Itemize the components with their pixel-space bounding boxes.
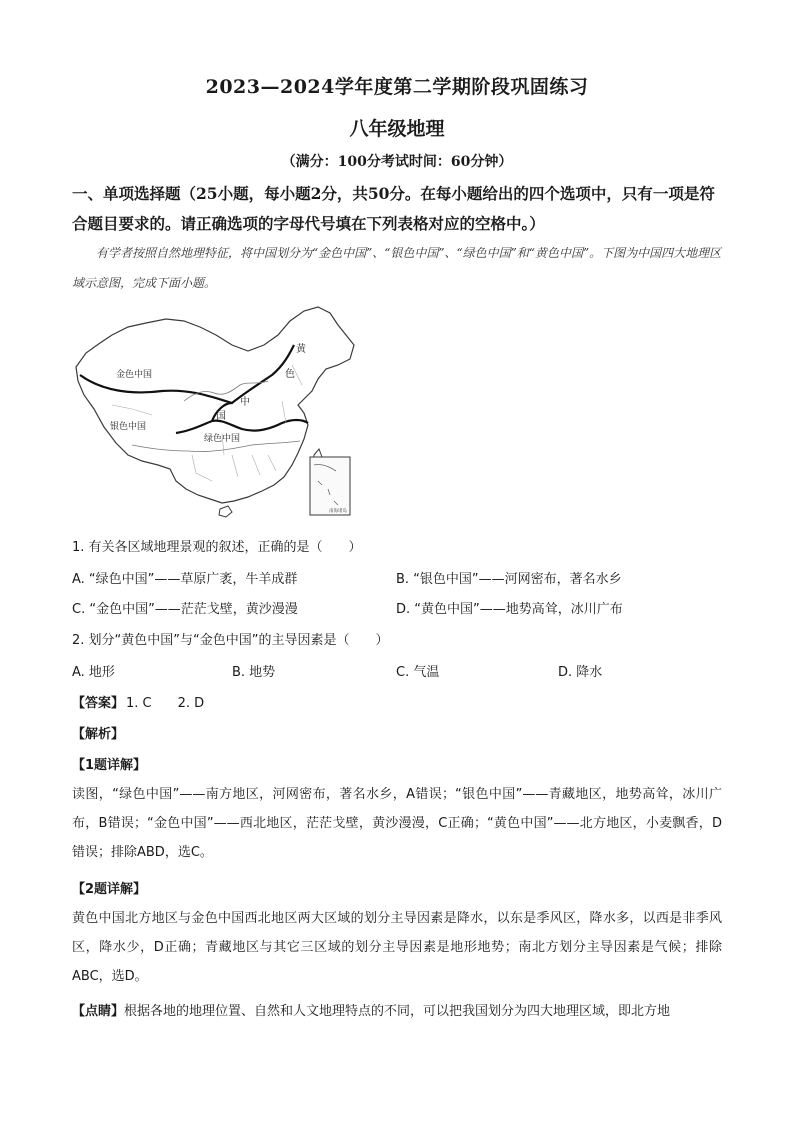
hainan-island (219, 506, 232, 517)
label-se: 色 (285, 369, 295, 380)
question-2-option-a: A. 地形 (72, 665, 115, 680)
river-yellow (184, 381, 268, 401)
answer-value: 1. C 2. D (126, 696, 205, 711)
label-green-china: 绿色中国 (204, 434, 241, 444)
boundary-gold-silver (80, 345, 294, 403)
page-title: 2023—2024学年度第二学期阶段巩固练习 (205, 76, 589, 98)
exam-info: （满分：100分考试时间：60分钟） (281, 154, 513, 170)
label-huang: 黄 (296, 344, 306, 355)
label-guo: 国 (216, 411, 226, 422)
question-1-option-a: A. “绿色中国”——草原广袤，牛羊成群 (72, 572, 298, 587)
south-china-sea-inset (310, 457, 350, 515)
question-1-option-d: D. “黄色中国”——地势高耸，冰川广布 (396, 602, 623, 617)
label-gold-china: 金色中国 (116, 370, 153, 380)
question-2-option-b: B. 地势 (232, 665, 276, 680)
q1-detail-label: 【1题详解】 (72, 758, 147, 773)
question-2-option-c: C. 气温 (396, 665, 440, 680)
label-zhong: 中 (240, 397, 250, 408)
boundary-qinling-huaihe (176, 420, 308, 433)
answer-label: 【答案】 (72, 696, 125, 711)
q2-detail-text: 黄色中国北方地区与金色中国西北地区两大区域的划分主导因素是降水，以东是季风区，降水多，以西是非季风区，降水少，D正确；青藏地区与其它三区域的划分主导因素是地形地势；南北方划分主导因素是气候；排除ABC，选D。 (72, 911, 722, 984)
tip-label: 【点睛】 (72, 1004, 125, 1019)
label-silver-china: 银色中国 (110, 422, 147, 432)
section-heading: 一、单项选择题（25小题，每小题2分，共50分。在每小题给出的四个选项中，只有一项是符合题目要求的。请正确选项的字母代号填在下列表格对应的空格中。） (72, 184, 715, 233)
china-regions-map (72, 305, 356, 523)
q1-detail-text: 读图，“绿色中国”——南方地区，河网密布，著名水乡，A错误；“银色中国”——青藏地区，地势高耸，冰川广布，B错误；“金色中国”——西北地区，茫茫戈壁，黄沙漫漫，C正确；“黄色中国”——北方地区，小麦飘香，D错误；排除ABD，选C。 (72, 787, 722, 860)
subject-title: 八年级地理 (349, 118, 445, 140)
question-1-option-c: C. “金色中国”——茫茫戈壁，黄沙漫漫 (72, 602, 298, 617)
question-1-stem: 1. 有关各区域地理景观的叙述，正确的是（ ） (72, 540, 362, 555)
section-intro: 有学者按照自然地理特征，将中国划分为“金色中国”、“银色中国”、“绿色中国”和“黄色中国”。下图为中国四大地理区域示意图，完成下面小题。 (72, 246, 722, 290)
tip-text: 根据各地的地理位置、自然和人文地理特点的不同，可以把我国划分为四大地理区域，即北方地 (124, 1004, 671, 1019)
analysis-label: 【解析】 (72, 727, 125, 742)
question-2-option-d: D. 降水 (558, 665, 603, 680)
question-1-option-b: B. “银色中国”——河网密布，著名水乡 (396, 572, 622, 587)
inset-label: 南海诸岛 (329, 509, 347, 514)
answer-line (72, 692, 204, 711)
tip-paragraph (72, 997, 722, 1026)
q2-detail-label: 【2题详解】 (72, 882, 147, 897)
question-2-stem: 2. 划分“黄色中国”与“金色中国”的主导因素是（ ） (72, 633, 389, 648)
